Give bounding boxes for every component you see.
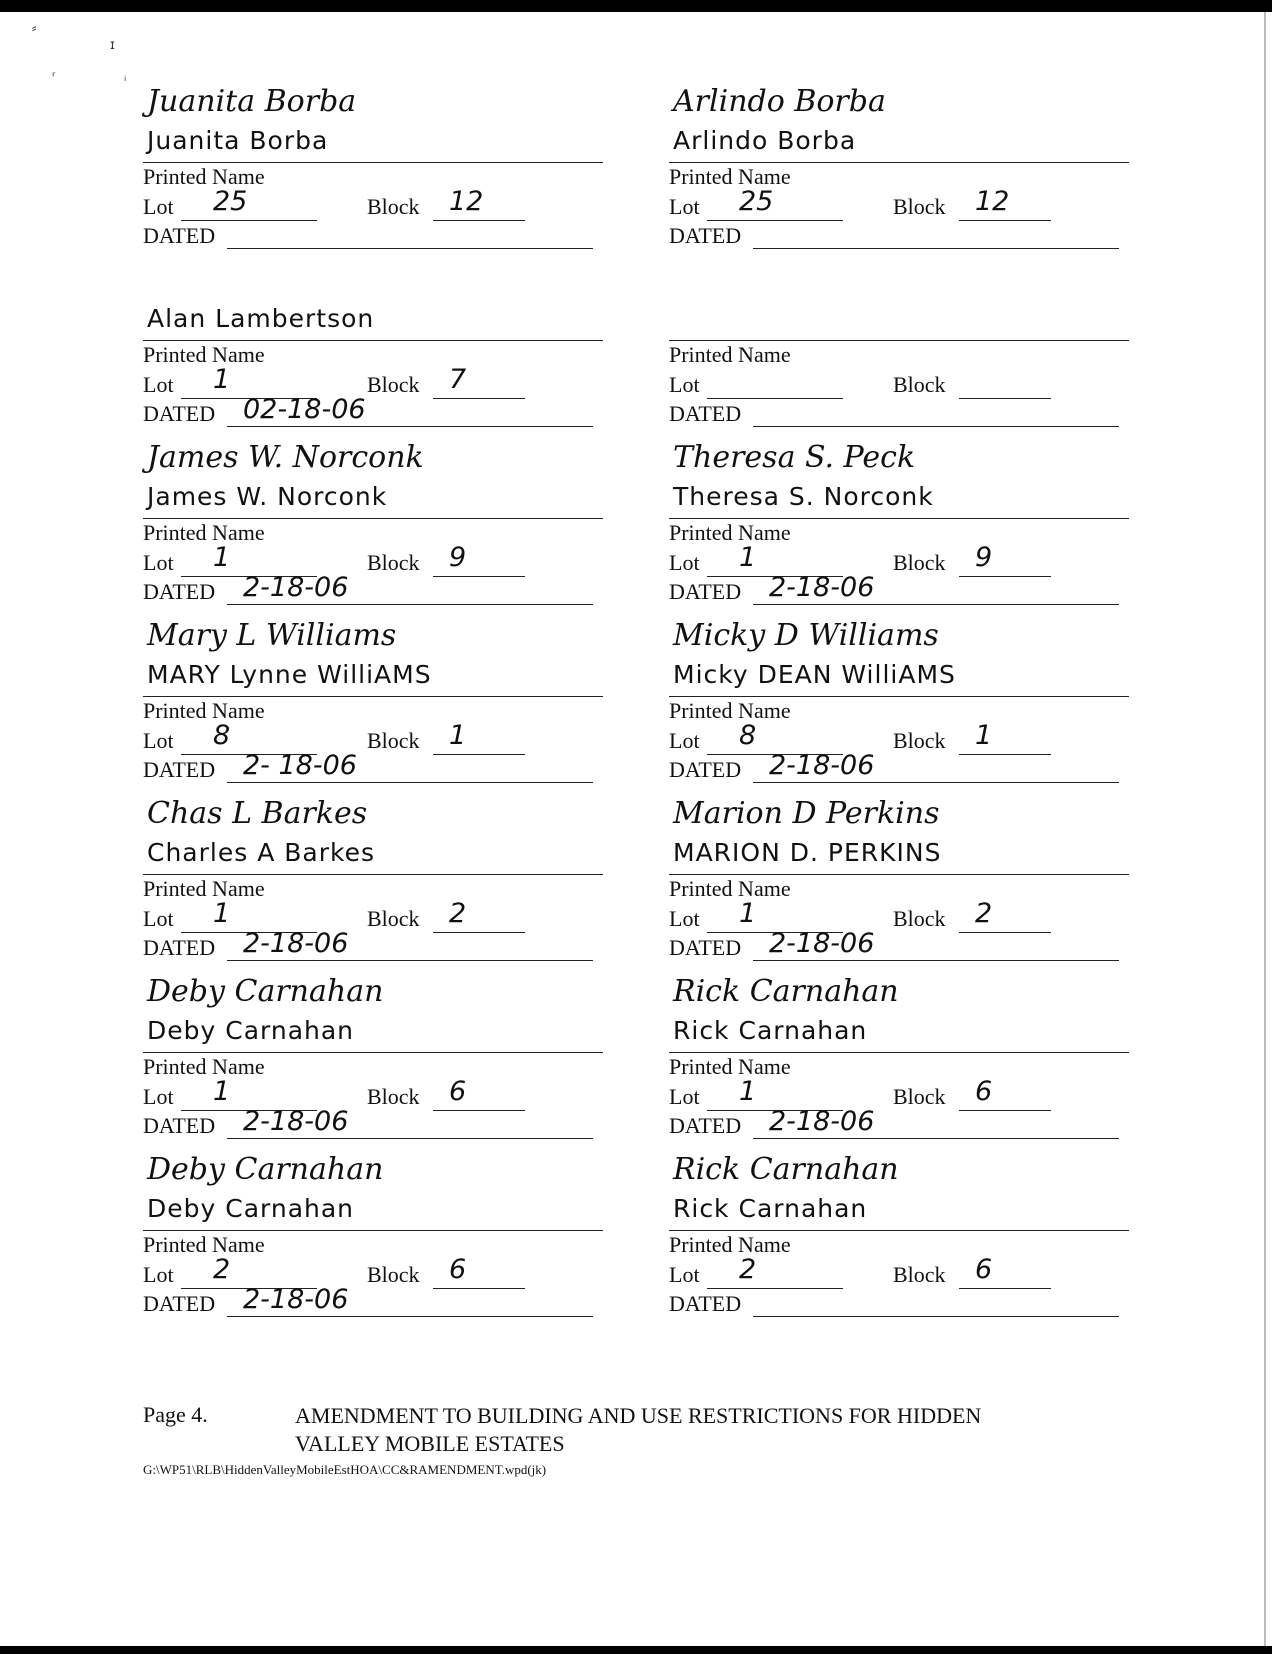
signature-line (143, 696, 603, 697)
block-value: 6 (449, 1254, 467, 1285)
dated-label: DATED (669, 757, 742, 782)
dated-line (227, 604, 593, 605)
block-label: Block (893, 550, 946, 575)
lot-label: Lot (669, 550, 700, 575)
printed-name-label: Printed Name (669, 1232, 791, 1257)
printed-name-value: Rick Carnahan (673, 1194, 868, 1223)
signature-line (669, 696, 1129, 697)
lot-label: Lot (143, 728, 174, 753)
block-label: Block (367, 1262, 420, 1287)
signature-line (669, 1230, 1129, 1231)
signature-line (669, 518, 1129, 519)
page-number: Page 4. (143, 1402, 208, 1427)
dated-value: 2-18-06 (769, 750, 875, 781)
block-value: 6 (975, 1076, 993, 1107)
dated-line (227, 248, 593, 249)
block-line (959, 1110, 1051, 1111)
handwritten-signature: Marion D Perkins (673, 796, 940, 831)
dated-label: DATED (669, 223, 742, 248)
printed-name-label: Printed Name (143, 164, 265, 189)
block-label: Block (367, 372, 420, 397)
signature-block (669, 438, 1131, 616)
block-label: Block (367, 728, 420, 753)
block-label: Block (893, 728, 946, 753)
lot-value: 25 (213, 186, 248, 217)
dated-value: 2-18-06 (243, 928, 349, 959)
dated-label: DATED (143, 401, 216, 426)
lot-label: Lot (669, 728, 700, 753)
block-value: 12 (449, 186, 484, 217)
block-line (433, 220, 525, 221)
file-path: G:\WP51\RLB\HiddenValleyMobileEstHOA\CC&RAMENDMENT.wpd(jk) (143, 1462, 547, 1477)
signature-line (143, 162, 603, 163)
lot-label: Lot (143, 906, 174, 931)
printed-name-label: Printed Name (669, 342, 791, 367)
block-label: Block (367, 906, 420, 931)
handwritten-signature: Rick Carnahan (673, 1152, 899, 1187)
handwritten-signature: Rick Carnahan (673, 974, 899, 1009)
lot-value: 8 (739, 720, 757, 751)
lot-value: 1 (739, 1076, 757, 1107)
printed-name-label: Printed Name (143, 1232, 265, 1257)
document-title (295, 1402, 1095, 1458)
block-value: 9 (449, 542, 467, 573)
signature-block (669, 1150, 1131, 1328)
dated-label: DATED (669, 401, 742, 426)
scan-top-border (0, 0, 1272, 12)
handwritten-signature: James W. Norconk (147, 440, 424, 475)
printed-name-label: Printed Name (669, 1054, 791, 1079)
printed-name-value: Rick Carnahan (673, 1016, 868, 1045)
block-label: Block (893, 194, 946, 219)
block-value: 2 (449, 898, 467, 929)
printed-name-value: Charles A Barkes (147, 838, 375, 867)
printed-name-label: Printed Name (143, 698, 265, 723)
block-line (433, 398, 525, 399)
lot-label: Lot (669, 194, 700, 219)
printed-name-label: Printed Name (669, 520, 791, 545)
printed-name-label: Printed Name (143, 1054, 265, 1079)
dated-label: DATED (669, 1113, 742, 1138)
block-value: 2 (975, 898, 993, 929)
dated-label: DATED (143, 1291, 216, 1316)
block-line (959, 1288, 1051, 1289)
block-line (959, 932, 1051, 933)
scan-right-edge (1264, 12, 1266, 1646)
lot-line (707, 1288, 843, 1289)
printed-name-value: MARION D. PERKINS (673, 838, 942, 867)
dated-line (753, 1316, 1119, 1317)
block-label: Block (367, 1084, 420, 1109)
signature-line (143, 518, 603, 519)
printed-name-value: Micky DEAN WilliAMS (673, 660, 956, 689)
lot-label: Lot (143, 1084, 174, 1109)
lot-label: Lot (143, 1262, 174, 1287)
block-line (433, 1288, 525, 1289)
block-line (959, 398, 1051, 399)
document-title-line-1: AMENDMENT TO BUILDING AND USE RESTRICTIONS FOR HIDDEN (295, 1403, 982, 1428)
signature-block (669, 794, 1131, 972)
dated-value: 2-18-06 (769, 572, 875, 603)
lot-label: Lot (143, 372, 174, 397)
scan-mark: ɪ (110, 38, 115, 53)
dated-label: DATED (143, 757, 216, 782)
lot-label: Lot (669, 1084, 700, 1109)
block-value: 9 (975, 542, 993, 573)
lot-value: 1 (739, 898, 757, 929)
handwritten-signature: Arlindo Borba (673, 84, 886, 119)
dated-label: DATED (669, 1291, 742, 1316)
lot-value: 1 (213, 1076, 231, 1107)
block-value: 6 (449, 1076, 467, 1107)
block-label: Block (893, 1262, 946, 1287)
dated-line (227, 1316, 593, 1317)
printed-name-label: Printed Name (669, 876, 791, 901)
dated-value: 2-18-06 (243, 1106, 349, 1137)
dated-label: DATED (143, 935, 216, 960)
dated-line (753, 1138, 1119, 1139)
handwritten-signature: Deby Carnahan (147, 974, 384, 1009)
signature-line (143, 340, 603, 341)
block-value: 12 (975, 186, 1010, 217)
signature-line (669, 874, 1129, 875)
lot-label: Lot (143, 194, 174, 219)
scan-mark: ᵢ (124, 70, 127, 85)
block-value: 6 (975, 1254, 993, 1285)
lot-value: 1 (739, 542, 757, 573)
document-title-line-2: VALLEY MOBILE ESTATES (295, 1431, 565, 1456)
printed-name-label: Printed Name (669, 164, 791, 189)
signature-block (669, 616, 1131, 794)
dated-line (753, 248, 1119, 249)
dated-line (227, 960, 593, 961)
dated-line (753, 426, 1119, 427)
scan-bottom-border (0, 1646, 1272, 1654)
block-line (433, 754, 525, 755)
dated-value: 2-18-06 (243, 572, 349, 603)
signature-line (669, 162, 1129, 163)
printed-name-value: MARY Lynne WilliAMS (147, 660, 432, 689)
printed-name-value: Theresa S. Norconk (673, 482, 934, 511)
dated-line (753, 604, 1119, 605)
lot-value: 2 (213, 1254, 231, 1285)
dated-label: DATED (669, 579, 742, 604)
lot-label: Lot (669, 1262, 700, 1287)
block-label: Block (893, 1084, 946, 1109)
dated-label: DATED (143, 579, 216, 604)
block-label: Block (367, 194, 420, 219)
printed-name-value: Juanita Borba (147, 126, 329, 155)
handwritten-signature: Chas L Barkes (147, 796, 368, 831)
signature-block (143, 1150, 605, 1328)
lot-value: 1 (213, 364, 231, 395)
block-line (959, 576, 1051, 577)
handwritten-signature: Theresa S. Peck (673, 440, 916, 475)
scan-mark: ⸗ (32, 21, 37, 36)
dated-value: 2-18-06 (243, 1284, 349, 1315)
dated-value: 2-18-06 (769, 1106, 875, 1137)
handwritten-signature: Deby Carnahan (147, 1152, 384, 1187)
signature-block (143, 794, 605, 972)
signature-block (669, 972, 1131, 1150)
signature-line (143, 874, 603, 875)
dated-value: 2-18-06 (769, 928, 875, 959)
printed-name-value: Deby Carnahan (147, 1016, 355, 1045)
lot-value: 1 (213, 542, 231, 573)
block-line (433, 1110, 525, 1111)
lot-value: 2 (739, 1254, 757, 1285)
block-value: 7 (449, 364, 467, 395)
signature-line (143, 1230, 603, 1231)
printed-name-label: Printed Name (143, 520, 265, 545)
signature-block (669, 82, 1131, 260)
printed-name-label: Printed Name (143, 342, 265, 367)
lot-label: Lot (143, 550, 174, 575)
lot-line (181, 220, 317, 221)
dated-value: 02-18-06 (243, 394, 366, 425)
dated-line (753, 960, 1119, 961)
block-value: 1 (449, 720, 467, 751)
signature-line (143, 1052, 603, 1053)
block-line (959, 220, 1051, 221)
dated-line (227, 1138, 593, 1139)
lot-value: 25 (739, 186, 774, 217)
printed-name-label: Printed Name (669, 698, 791, 723)
block-label: Block (893, 372, 946, 397)
dated-line (227, 782, 593, 783)
handwritten-signature: Mary L Williams (147, 618, 397, 653)
dated-label: DATED (143, 223, 216, 248)
block-label: Block (367, 550, 420, 575)
handwritten-signature: Juanita Borba (147, 84, 357, 119)
dated-line (227, 426, 593, 427)
block-line (433, 932, 525, 933)
block-value: 1 (975, 720, 993, 751)
block-line (433, 576, 525, 577)
dated-label: DATED (143, 1113, 216, 1138)
lot-value: 8 (213, 720, 231, 751)
signature-block (143, 972, 605, 1150)
lot-label: Lot (669, 906, 700, 931)
printed-name-label: Printed Name (143, 876, 265, 901)
signature-block (143, 82, 605, 260)
signature-block (143, 260, 605, 438)
printed-name-value: Deby Carnahan (147, 1194, 355, 1223)
signature-block (669, 260, 1131, 438)
printed-name-value: James W. Norconk (147, 482, 388, 511)
signature-block (143, 438, 605, 616)
printed-name-value: Alan Lambertson (147, 304, 375, 333)
signature-line (669, 340, 1129, 341)
scan-mark: ʳ (52, 70, 56, 85)
block-label: Block (893, 906, 946, 931)
handwritten-signature: Micky D Williams (673, 618, 939, 653)
signature-line (669, 1052, 1129, 1053)
lot-value: 1 (213, 898, 231, 929)
printed-name-value: Arlindo Borba (673, 126, 857, 155)
lot-line (707, 220, 843, 221)
dated-label: DATED (669, 935, 742, 960)
dated-line (753, 782, 1119, 783)
signature-block (143, 616, 605, 794)
block-line (959, 754, 1051, 755)
lot-label: Lot (669, 372, 700, 397)
lot-line (707, 398, 843, 399)
dated-value: 2- 18-06 (243, 750, 357, 781)
